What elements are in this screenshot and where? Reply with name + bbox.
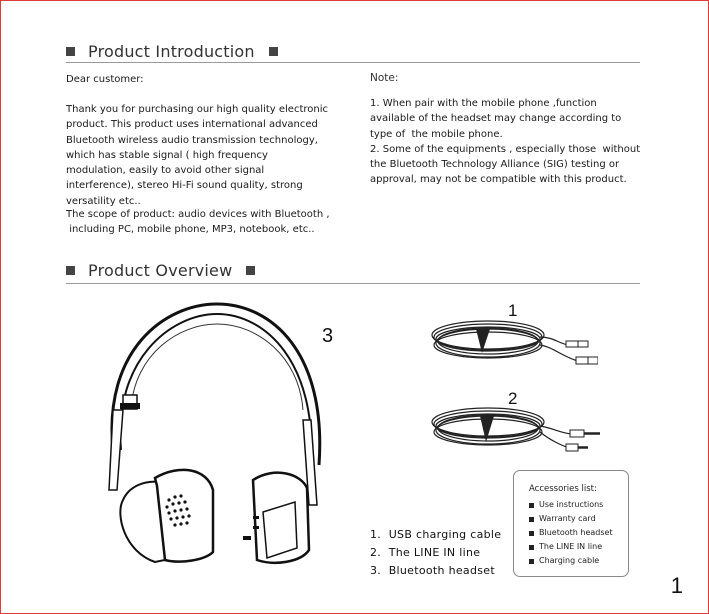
accessory-item: Charging cable (529, 554, 628, 568)
accessory-item: Warranty card (529, 512, 628, 526)
intro-body: Thank you for purchasing our high quality electronic product. This product uses international advanced Bluetooth wireless audio transmission technology, which has stable signal ( high frequency modulation, easily to avoid other signal interference), stereo Hi-Fi sound quality, strong versatility etc.. (66, 104, 332, 207)
accessories-box (513, 470, 629, 577)
caption-item: 2. The LINE IN line (370, 546, 481, 559)
accessories-title: Accessories list: (529, 484, 597, 494)
note-body: 1. When pair with the mobile phone ,function available of the headset may change according to type of the mobile phone. 2. Some of the equipments , especially those without the Bluetooth Technology Alliance (SIG) testing or approval, may not be compatible with this product. (370, 98, 641, 186)
caption-list (370, 526, 501, 580)
bullet-icon (529, 545, 534, 550)
square-bullet-icon (246, 266, 255, 275)
bullet-icon (529, 503, 534, 508)
bullet-icon (529, 517, 534, 522)
caption-item: 1. USB charging cable (370, 528, 502, 541)
page-number: 1 (670, 573, 683, 598)
accessory-item: Use instructions (529, 498, 628, 512)
intro-title: Product Introduction (88, 41, 255, 61)
bullet-icon (529, 531, 534, 536)
square-bullet-icon (66, 266, 75, 275)
greeting: Dear customer: (66, 74, 144, 85)
section-title-overview (66, 259, 255, 281)
section-title-intro (66, 40, 278, 62)
accessory-item: The LINE IN line (529, 540, 628, 554)
headset-illustration (95, 290, 340, 575)
caption-item: 3. Bluetooth headset (370, 564, 495, 577)
scope-text: The scope of product: audio devices with Bluetooth , including PC, mobile phone, MP3, notebook, etc.. (66, 209, 330, 236)
overview-title: Product Overview (88, 260, 233, 280)
label-cable-2: 2 (508, 389, 518, 408)
label-headset: 3 (322, 325, 334, 347)
bullet-icon (529, 559, 534, 564)
section-divider (66, 283, 640, 284)
square-bullet-icon (66, 47, 75, 56)
square-bullet-icon (269, 47, 278, 56)
accessory-item: Bluetooth headset (529, 526, 628, 540)
section-divider (66, 62, 640, 63)
note-label: Note: (370, 72, 399, 84)
label-cable-1: 1 (508, 301, 518, 320)
